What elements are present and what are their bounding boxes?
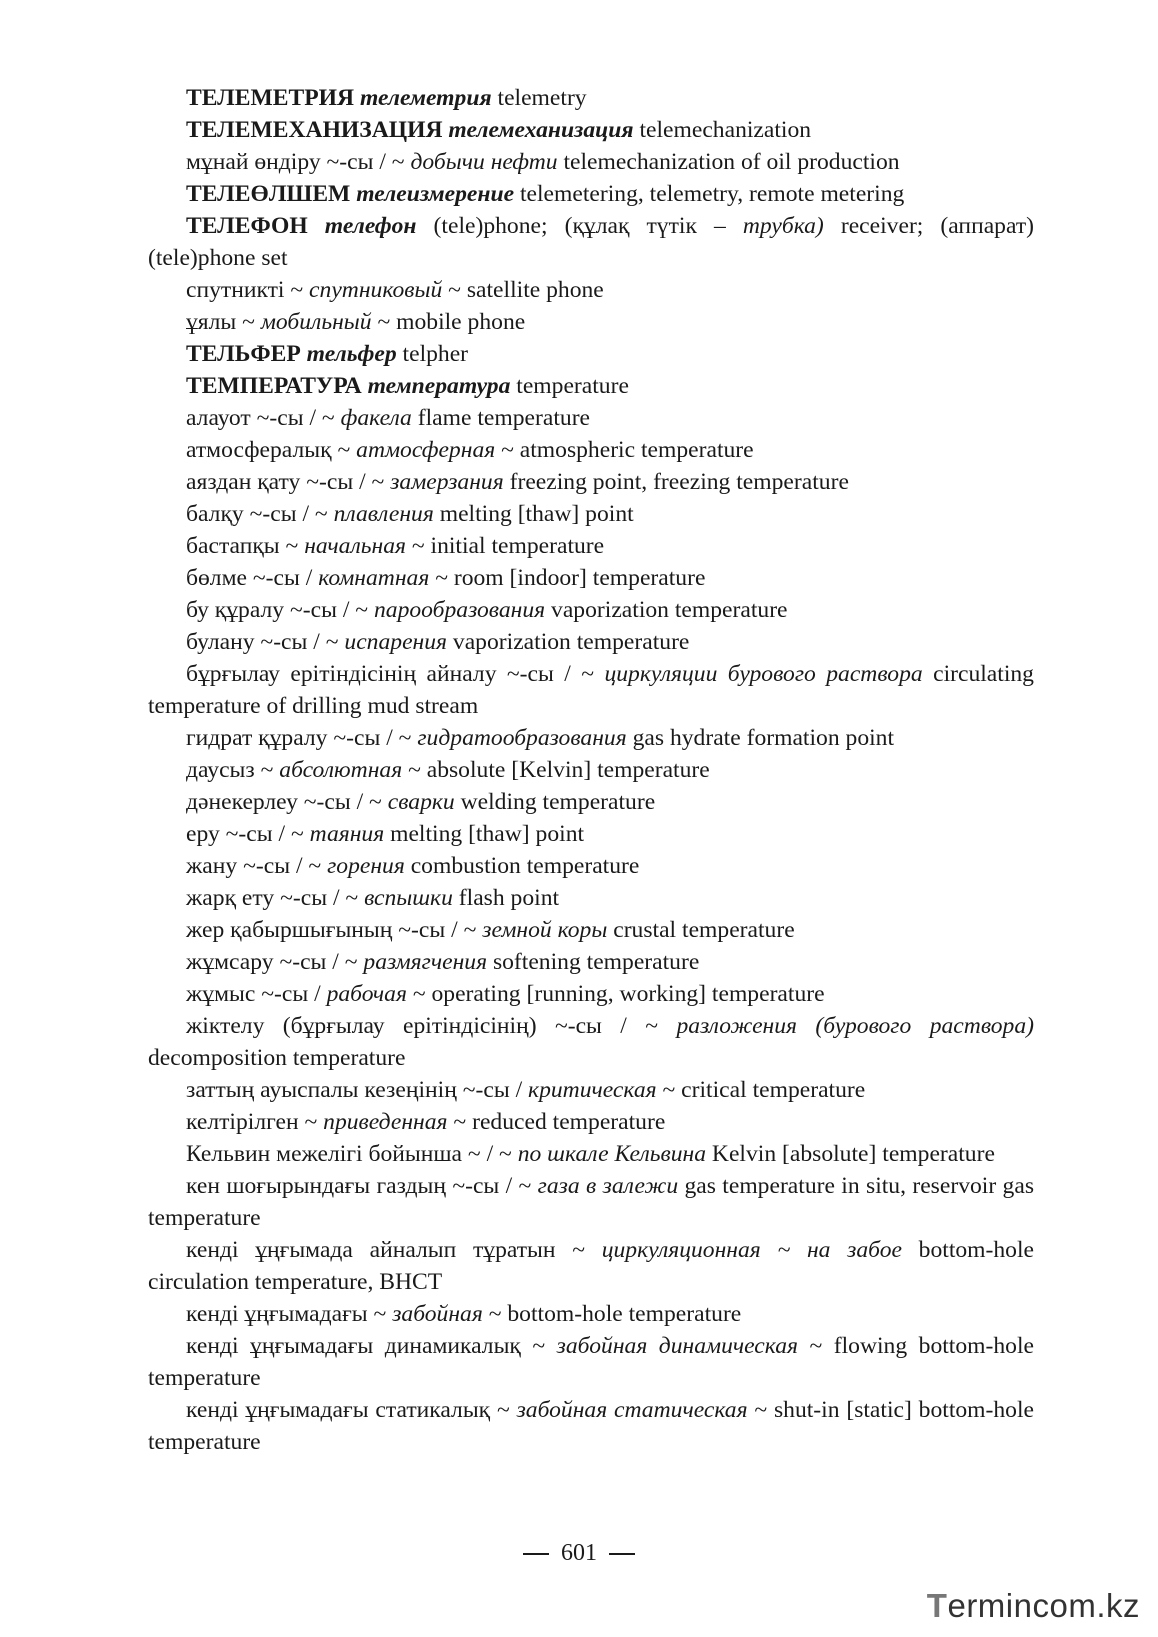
entry-russian-term: циркуляционная ~ на забое — [601, 1237, 902, 1263]
entry-russian-term: атмосферная — [356, 437, 496, 463]
dictionary-entry — [148, 370, 1034, 402]
entry-russian-term: забойная динамическая — [556, 1333, 798, 1359]
entry-text: кенді ұңғымадағы ~ — [186, 1301, 393, 1327]
entry-russian-headword: температура — [367, 373, 511, 399]
dictionary-entry — [148, 82, 1034, 114]
dictionary-entry — [148, 722, 1034, 754]
entry-text: кенді ұңғымадағы статикалық ~ — [186, 1397, 517, 1423]
entry-russian-term: размягчения — [363, 949, 488, 975]
entry-text: жұмсару ~-сы / ~ — [186, 949, 364, 975]
entry-russian-term: забойная статическая — [516, 1397, 748, 1423]
dictionary-entry — [148, 946, 1034, 978]
entry-text: кен шоғырындағы газдың ~-сы / ~ — [186, 1173, 538, 1199]
dictionary-entry — [148, 978, 1034, 1010]
dictionary-entry — [148, 786, 1034, 818]
entry-text: бұрғылау ерітіндісінің айналу ~-сы / ~ — [186, 661, 605, 687]
entry-text: ~ room [indoor] temperature — [429, 565, 706, 591]
entry-text: ~ shut-in [static] bottom-hole temperature — [148, 1397, 1034, 1455]
entry-russian-term: гидратообразования — [417, 725, 627, 751]
entry-text: welding temperature — [454, 789, 656, 815]
entry-russian-term: по шкале Кельвина — [517, 1141, 707, 1167]
dictionary-entry — [148, 498, 1034, 530]
entry-text: crustal temperature — [607, 917, 795, 943]
entry-text: кенді ұңғымада айналып тұратын ~ — [186, 1237, 602, 1263]
entry-text: заттың ауыспалы кезеңінің ~-сы / — [186, 1077, 529, 1103]
entry-text: flame temperature — [411, 405, 591, 431]
entry-russian-headword: телеметрия — [359, 85, 492, 111]
entry-text: ~ critical temperature — [656, 1077, 866, 1103]
dictionary-entry — [148, 1170, 1034, 1234]
entry-text: softening temperature — [487, 949, 700, 975]
entry-russian-term: таяния — [309, 821, 385, 847]
entry-russian-term: плавления — [333, 501, 434, 527]
dictionary-entry — [148, 338, 1034, 370]
dictionary-entry — [148, 754, 1034, 786]
entry-russian-term: начальная — [304, 533, 406, 559]
entry-text: ~ atmospheric temperature — [495, 437, 754, 463]
logo-text: ermincom.kz — [947, 1587, 1140, 1624]
dictionary-entry — [148, 1394, 1034, 1458]
entry-text: flash point — [452, 885, 560, 911]
entry-text: decomposition temperature — [148, 1045, 406, 1071]
dictionary-entry — [148, 402, 1034, 434]
entry-text: алауот ~-сы / ~ — [186, 405, 341, 431]
entry-text: бу құралу ~-сы / ~ — [186, 597, 374, 623]
entry-russian-term: трубка) — [742, 213, 824, 239]
entry-text: атмосфералық ~ — [186, 437, 357, 463]
dictionary-entry — [148, 114, 1034, 146]
entry-text: Кельвин межелігі бойынша ~ / ~ — [186, 1141, 518, 1167]
dictionary-entry — [148, 914, 1034, 946]
entry-text: gas hydrate formation point — [626, 725, 895, 751]
entry-text: балқу ~-сы / ~ — [186, 501, 334, 527]
dictionary-entry — [148, 466, 1034, 498]
entry-russian-headword: телефон — [324, 213, 417, 239]
dictionary-entry — [148, 146, 1034, 178]
dictionary-entry — [148, 1010, 1034, 1074]
dictionary-entry — [148, 1298, 1034, 1330]
entry-text: кенді ұңғымадағы динамикалық ~ — [186, 1333, 557, 1359]
entry-russian-term: горения — [327, 853, 405, 879]
entry-text: бөлме ~-сы / — [186, 565, 319, 591]
entry-text: circulating temperature of drilling mud stream — [148, 661, 1034, 719]
dictionary-entry — [148, 818, 1034, 850]
entry-text: melting [thaw] point — [384, 821, 585, 847]
entry-text: мұнай өндіру ~-сы / ~ — [186, 149, 411, 175]
dictionary-entry — [148, 1074, 1034, 1106]
entry-headword: ТЕЛЕФОН — [186, 213, 325, 239]
entry-headword: ТЕЛЬФЕР — [186, 341, 307, 367]
dictionary-entry — [148, 274, 1034, 306]
entry-text: ~ operating [running, working] temperature — [406, 981, 825, 1007]
dictionary-entry — [148, 1106, 1034, 1138]
entry-russian-term: циркуляции бурового раствора — [604, 661, 923, 687]
entry-headword: ТЕЛЕМЕХАНИЗАЦИЯ — [186, 117, 449, 143]
dictionary-entry — [148, 594, 1034, 626]
entry-text: аяздан қату ~-сы / ~ — [186, 469, 391, 495]
logo-first-letter: T — [926, 1587, 948, 1624]
entry-russian-term: газа в залежи — [537, 1173, 679, 1199]
entry-russian-headword: телеизмерение — [356, 181, 515, 207]
entry-russian-term: абсолютная — [279, 757, 403, 783]
dictionary-entry — [148, 1138, 1034, 1170]
entry-russian-headword: тельфер — [306, 341, 397, 367]
entry-headword: ТЕМПЕРАТУРА — [186, 373, 368, 399]
entry-russian-term: комнатная — [318, 565, 430, 591]
entry-russian-term: рабочая — [326, 981, 407, 1007]
entry-russian-term: замерзания — [390, 469, 504, 495]
dictionary-entry — [148, 658, 1034, 722]
entry-text: bottom-hole circulation temperature, BHCT — [148, 1237, 1034, 1295]
entry-text: жер қабыршығының ~-сы / ~ — [186, 917, 483, 943]
entry-text: telemechanization of oil production — [557, 149, 900, 175]
entry-text: ~ bottom-hole temperature — [482, 1301, 742, 1327]
entry-text: gas temperature in situ, reservoir gas temperature — [148, 1173, 1035, 1231]
entry-russian-term: сварки — [387, 789, 455, 815]
dictionary-entry — [148, 530, 1034, 562]
entry-russian-term: парообразования — [373, 597, 546, 623]
dictionary-entry — [148, 850, 1034, 882]
entry-text: булану ~-сы / ~ — [186, 629, 345, 655]
entry-russian-term: вспышки — [364, 885, 453, 911]
entry-text: (tele)phone; (құлақ түтік – — [416, 213, 743, 239]
entry-text: еру ~-сы / ~ — [186, 821, 310, 847]
entry-text: жіктелу (бұрғылау ерітіндісінің) ~-сы / ~ — [186, 1013, 677, 1039]
termincom-logo — [927, 1587, 1140, 1625]
entry-text: freezing point, freezing temperature — [503, 469, 849, 495]
entry-russian-term: разложения (бурового раствора) — [676, 1013, 1034, 1039]
entry-text: ~ flowing bottom-hole temperature — [148, 1333, 1034, 1391]
entry-russian-term: приведенная — [323, 1109, 448, 1135]
entry-russian-term: мобильный — [260, 309, 372, 335]
entry-text: Kelvin [absolute] temperature — [706, 1141, 995, 1167]
entry-text: melting [thaw] point — [433, 501, 634, 527]
entry-text: telemetering, telemetry, remote metering — [514, 181, 905, 207]
entry-text: жұмыс ~-сы / — [186, 981, 327, 1007]
dictionary-entry — [148, 562, 1034, 594]
entry-text: telpher — [396, 341, 469, 367]
entry-text: vaporization temperature — [447, 629, 690, 655]
entry-text: спутникті ~ — [186, 277, 310, 303]
entry-text: telemetry — [491, 85, 587, 111]
entry-text: дәнекерлеу ~-сы / ~ — [186, 789, 388, 815]
dictionary-entry — [148, 626, 1034, 658]
page-number-footer — [0, 1540, 1158, 1567]
dictionary-entry — [148, 1234, 1034, 1298]
entry-russian-term: земной коры — [482, 917, 608, 943]
page-number: 601 — [561, 1540, 597, 1566]
entry-text: temperature — [510, 373, 629, 399]
entry-text: ұялы ~ — [186, 309, 261, 335]
entry-text: бастапқы ~ — [186, 533, 305, 559]
entry-text: combustion temperature — [404, 853, 640, 879]
entry-text: келтірілген ~ — [186, 1109, 324, 1135]
dictionary-entry — [148, 882, 1034, 914]
entry-text: даусыз ~ — [186, 757, 280, 783]
dictionary-page — [148, 82, 1034, 1458]
dictionary-entry — [148, 1330, 1034, 1394]
entry-russian-term: испарения — [344, 629, 448, 655]
entry-text: ~ absolute [Kelvin] temperature — [402, 757, 710, 783]
dictionary-entry — [148, 210, 1034, 274]
entry-russian-term: факела — [340, 405, 412, 431]
entry-text: ~ initial temperature — [405, 533, 605, 559]
entry-russian-term: добычи нефти — [410, 149, 558, 175]
dash-right — [609, 1553, 635, 1555]
entry-text: жарқ ету ~-сы / ~ — [186, 885, 365, 911]
entry-text: ~ reduced temperature — [447, 1109, 666, 1135]
dash-left — [523, 1553, 549, 1555]
entry-russian-term: критическая — [528, 1077, 657, 1103]
entry-text: vaporization temperature — [545, 597, 788, 623]
entry-russian-term: забойная — [392, 1301, 483, 1327]
entry-russian-headword: телемеханизация — [448, 117, 634, 143]
dictionary-entry — [148, 434, 1034, 466]
entry-russian-term: спутниковый — [309, 277, 443, 303]
dictionary-entry — [148, 306, 1034, 338]
entry-text: telemechanization — [633, 117, 812, 143]
entry-text: ~ mobile phone — [371, 309, 526, 335]
dictionary-entry — [148, 178, 1034, 210]
entry-text: гидрат құралу ~-сы / ~ — [186, 725, 418, 751]
entry-text: жану ~-сы / ~ — [186, 853, 328, 879]
entry-headword: ТЕЛЕМЕТРИЯ — [186, 85, 360, 111]
entry-headword: ТЕЛЕӨЛШЕМ — [186, 181, 357, 207]
entry-text: receiver; (аппарат) (tele)phone set — [148, 213, 1034, 271]
entry-text: ~ satellite phone — [442, 277, 604, 303]
